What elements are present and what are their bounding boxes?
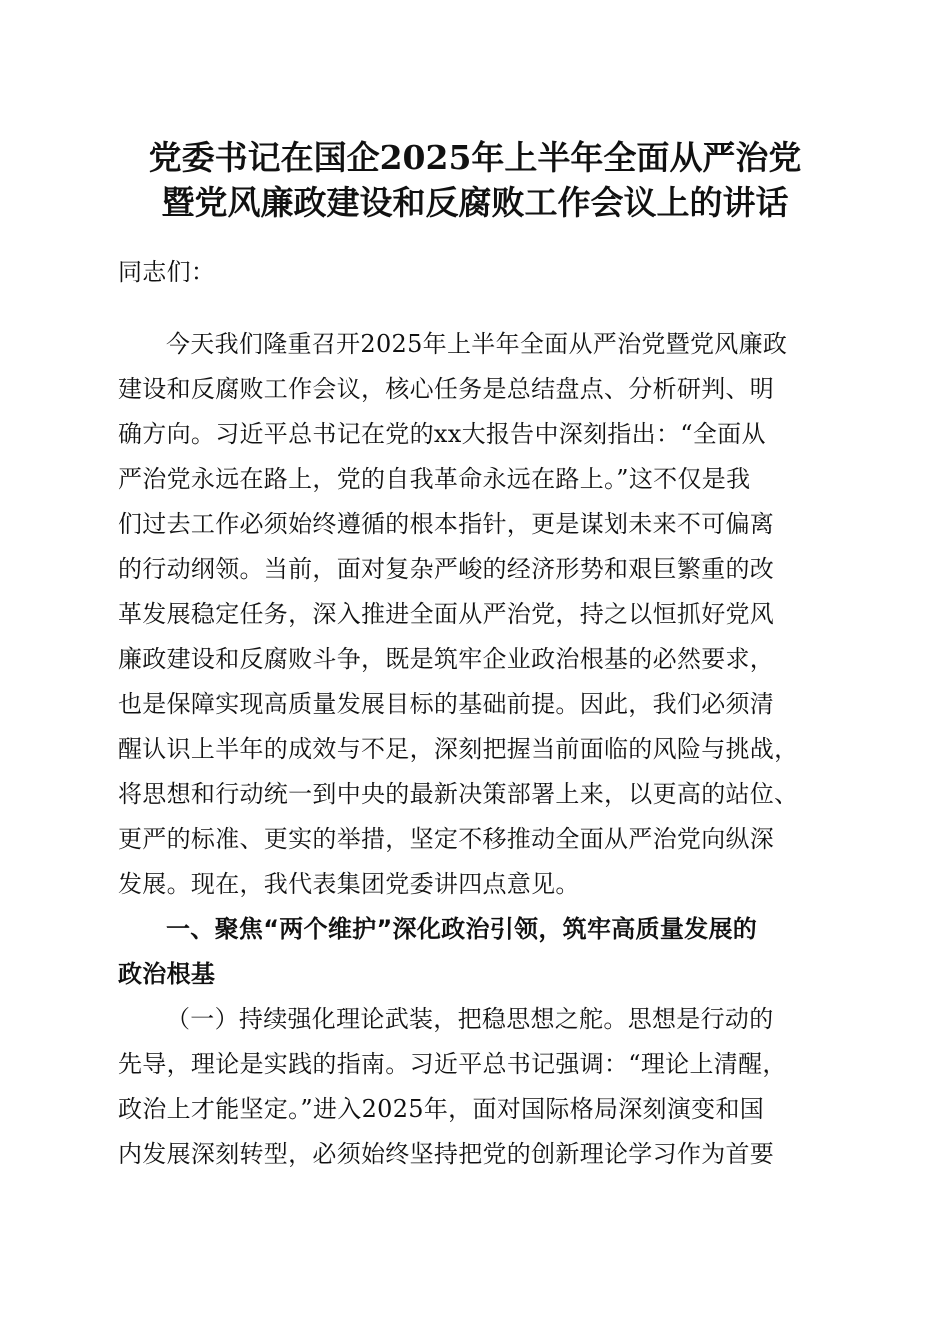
- section-heading-line: 政治根基: [118, 960, 216, 988]
- intro-paragraph-line: 确方向。习近平总书记在党的xx大报告中深刻指出：“全面从: [118, 420, 766, 448]
- intro-paragraph-line: 将思想和行动统一到中央的最新决策部署上来，以更高的站位、: [118, 780, 799, 808]
- document-title-line-1: 党委书记在国企2025年上半年全面从严治党: [148, 138, 802, 177]
- subsection-paragraph-line: （一）持续强化理论武装，把稳思想之舵。思想是行动的: [166, 1005, 774, 1033]
- intro-paragraph-line: 严治党永远在路上，党的自我革命永远在路上。”这不仅是我: [118, 465, 751, 493]
- subsection-paragraph-line: 内发展深刻转型，必须始终坚持把党的创新理论学习作为首要: [118, 1140, 775, 1168]
- intro-paragraph-line: 发展。现在，我代表集团党委讲四点意见。: [118, 870, 580, 898]
- section-heading-line: 一、聚焦“两个维护”深化政治引领，筑牢高质量发展的: [166, 915, 758, 943]
- document-title-line-2: 暨党风廉政建设和反腐败工作会议上的讲话: [161, 183, 789, 222]
- intro-paragraph-line: 醒认识上半年的成效与不足，深刻把握当前面临的风险与挑战，: [118, 735, 799, 763]
- salutation: 同志们：: [118, 258, 216, 286]
- subsection-paragraph-line: 先导，理论是实践的指南。习近平总书记强调：“理论上清醒，: [118, 1050, 787, 1078]
- intro-paragraph-line: 革发展稳定任务，深入推进全面从严治党，持之以恒抓好党风: [118, 600, 775, 628]
- intro-paragraph-line: 更严的标准、更实的举措，坚定不移推动全面从严治党向纵深: [118, 825, 775, 853]
- intro-paragraph-line: 建设和反腐败工作会议，核心任务是总结盘点、分析研判、明: [118, 375, 775, 403]
- intro-paragraph-line: 的行动纲领。当前，面对复杂严峻的经济形势和艰巨繁重的改: [118, 555, 775, 583]
- intro-paragraph-line: 廉政建设和反腐败斗争，既是筑牢企业政治根基的必然要求，: [118, 645, 775, 673]
- intro-paragraph-line: 今天我们隆重召开2025年上半年全面从严治党暨党风廉政: [166, 330, 788, 358]
- intro-paragraph-line: 们过去工作必须始终遵循的根本指针，更是谋划未来不可偏离: [118, 510, 775, 538]
- subsection-paragraph-line: 政治上才能坚定。”进入2025年，面对国际格局深刻演变和国: [118, 1095, 765, 1123]
- intro-paragraph-line: 也是保障实现高质量发展目标的基础前提。因此，我们必须清: [118, 690, 775, 718]
